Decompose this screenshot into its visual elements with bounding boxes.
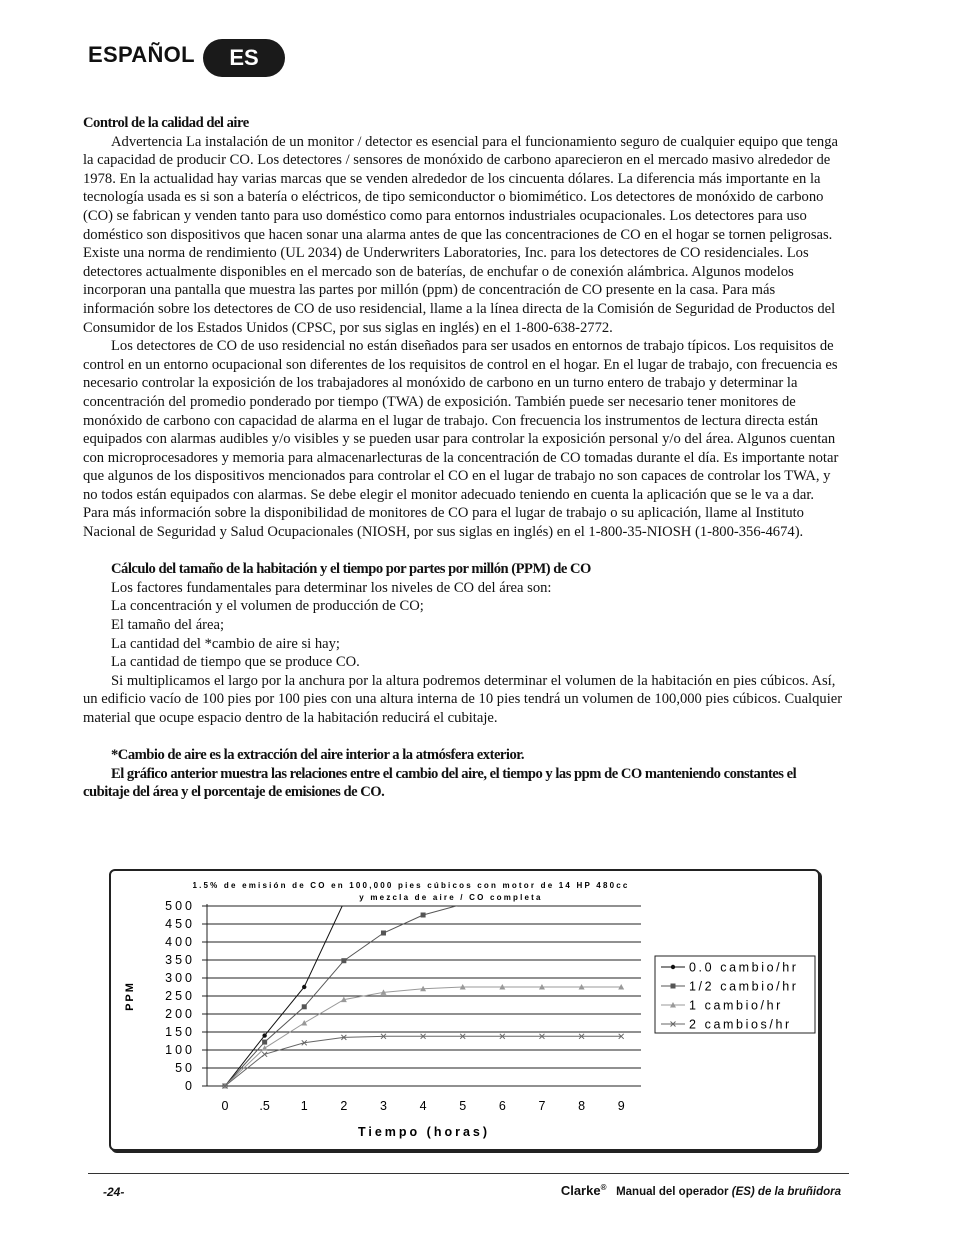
series-line [225, 904, 463, 1086]
x-tick-label: 5 [459, 1099, 467, 1113]
data-point [262, 1033, 266, 1037]
paragraph-occupational: Los detectores de CO de uso residencial no están diseñados para ser usados en entornos de trabajo típicos. Los requisitos de control en un entorno ocupacional son diferentes de los requisitos de control en el hogar. En el lugar de trabajo, con frecuencia es necesario controlar la exposición de los trabajadores al monóxido de carbono en un turno entero de trabajo y determinar la concentración del promedio ponderado por tiempo (TWA) de exposición. También puede ser necesario tener monitores de monóxido de carbono con capacidad de alarma en el lugar de trabajo. Con frecuencia los instrumentos de lectura directa están equipados con alarmas audibles y/o visibles y se pueden usar para controlar la exposición personal y/o del área. Algunos cuentan con microprocesadores y memoria para almacenarlecturas de la concentración de CO tomadas durante el día. Es importante notar que algunos de los dispositivos mencionados para controlar el CO en el lugar de trabajo no son capaces de controlar los TWA, y no todos están equipados con alarmas. Se debe elegir el monitor adecuado teniendo en cuenta la aplicación que se le va a dar. Para más información sobre la disponibilidad de monitores de CO para el lugar de trabajo o su aplicación, llame al Instituto Nacional de Seguridad y Salud Ocupacionales (NIOSH, por sus siglas en inglés) en el 1-800-35-NIOSH (1-800-356-4674). [83, 338, 839, 541]
y-tick-label: 0 [185, 1079, 195, 1093]
brand-name: Clarke [560, 1183, 601, 1198]
data-point [421, 913, 426, 918]
y-tick-label: 50 [175, 1061, 195, 1075]
registered-mark: ® [600, 1183, 607, 1193]
factor-item: La concentración y el volumen de producción de CO; [111, 598, 424, 615]
factor-item: La cantidad de tiempo que se produce CO. [111, 654, 360, 671]
footer-divider [88, 1173, 849, 1174]
legend-label: 1 cambio/hr [689, 998, 783, 1013]
legend-label: 0.0 cambio/hr [689, 960, 799, 975]
y-tick-label: 150 [165, 1025, 195, 1039]
data-point [341, 958, 346, 963]
data-point [262, 1040, 267, 1045]
x-tick-label: 0 [221, 1099, 229, 1113]
paragraph-volume: Si multiplicamos el largo por la anchura por la altura podremos determinar el volumen de la habitación en pies cúbicos. Así, un edificio vacío de 100 pies por 100 pies con una altura interna de 10 pies tendrá un volumen de 100,000 pies cúbicos. Cualquier material que ocupe espacio dentro de la habitación reducirá el cubitaje. [83, 672, 843, 726]
series-line [225, 902, 344, 1086]
x-tick-label: 8 [578, 1099, 586, 1113]
y-axis-label: PPM [124, 981, 136, 1011]
x-tick-label: 4 [419, 1099, 427, 1113]
x-axis-label: Tiempo (horas) [357, 1125, 491, 1139]
chart-title: 1.5% de emisión de CO en 100,000 pies cúbicos con motor de 14 HP 480cc [192, 881, 630, 890]
co-chart [109, 869, 820, 1151]
y-tick-label: 200 [165, 1007, 195, 1021]
section-heading-room-size: Cálculo del tamaño de la habitación y el tiempo por partes por millón (PPM) de CO [111, 561, 591, 578]
data-point [262, 1045, 268, 1051]
note-air-change: *Cambio de aire es la extracción del aire interior a la atmósfera exterior. [111, 747, 525, 764]
y-tick-label: 350 [165, 953, 195, 967]
y-tick-label: 400 [165, 935, 195, 949]
footer-manual [561, 1183, 841, 1198]
x-tick-label: 1 [300, 1099, 308, 1113]
x-tick-label: 6 [498, 1099, 506, 1113]
y-tick-label: 500 [165, 899, 195, 913]
factor-item: La cantidad del *cambio de aire si hay; [111, 635, 340, 652]
chart-subtitle: y mezcla de aire / CO completa [359, 893, 543, 902]
data-point [302, 985, 306, 989]
manual-label-italic: (ES) de la bruñidora [731, 1186, 841, 1198]
y-tick-label: 250 [165, 989, 195, 1003]
language-title: ESPAÑOL [88, 42, 195, 67]
body-text [83, 114, 843, 802]
legend-label: 2 cambios/hr [689, 1017, 792, 1032]
y-tick-label: 450 [165, 917, 195, 931]
note-chart: El gráfico anterior muestra las relaciones entre el cambio del aire, el tiempo y las ppm de CO manteniendo constantes el cubitaje del área y el porcentaje de emisiones de CO. [83, 765, 797, 801]
x-tick-label: 9 [617, 1099, 625, 1113]
factor-item: El tamaño del área; [111, 617, 225, 634]
data-point [381, 931, 386, 936]
y-tick-label: 100 [165, 1043, 195, 1057]
section-heading-air-quality: Control de la calidad del aire [83, 115, 249, 131]
page-number: -24- [103, 1185, 125, 1199]
data-point [301, 1020, 307, 1026]
legend-marker [671, 984, 676, 989]
x-tick-label: 7 [538, 1099, 546, 1113]
legend-marker [671, 965, 675, 969]
x-tick-label: 2 [340, 1099, 348, 1113]
chart-canvas [111, 871, 818, 1149]
data-point [302, 1004, 307, 1009]
factors-intro: Los factores fundamentales para determinar los niveles de CO del área son: [111, 579, 552, 596]
data-point [262, 1052, 267, 1057]
manual-label: Manual del operador [616, 1186, 729, 1198]
x-tick-label: 3 [379, 1099, 387, 1113]
legend-label: 1/2 cambio/hr [689, 979, 799, 994]
language-badge: ES [203, 39, 285, 77]
y-tick-label: 300 [165, 971, 195, 985]
paragraph-warning: Advertencia La instalación de un monitor / detector es esencial para el funcionamiento seguro de cualquier equipo que tenga la capacidad de producir CO. Los detectores / sensores de monóxido de carbono aparecieron en el mercado masivo alrededor de 1978. En la actualidad hay varias marcas que se venden alrededor de los cincuenta dólares. La diferencia más importante en la tecnología usada es si son a batería o eléctricos, de tipo semiconductor o biomimético. Los detectores de monóxido de carbono (CO) se fabrican y venden tanto para uso doméstico como para entornos industriales ocupacionales. Los detectores para uso doméstico son dispositivos que hacen sonar una alarma antes de que las concentraciones de CO en el hogar se tornen peligrosas. Existe una norma de rendimiento (UL 2034) de Underwriters Laboratories, Inc. para los detectores de CO residenciales. Los detectores actualmente disponibles en el mercado son de baterías, de enchufar o de conexión alámbrica. Algunos modelos incorporan una pantalla que muestra las partes por millón (ppm) de concentración de CO presente en la casa. Para más información sobre los detectores de CO de uso residencial, llame a la línea directa de la Comisión de Seguridad de Productos del Consumidor de los Estados Unidos (CPSC, por sus siglas en inglés) en el 1-800-638-2772. [83, 133, 838, 336]
x-tick-label: .5 [259, 1099, 270, 1113]
series-line [225, 1036, 621, 1086]
